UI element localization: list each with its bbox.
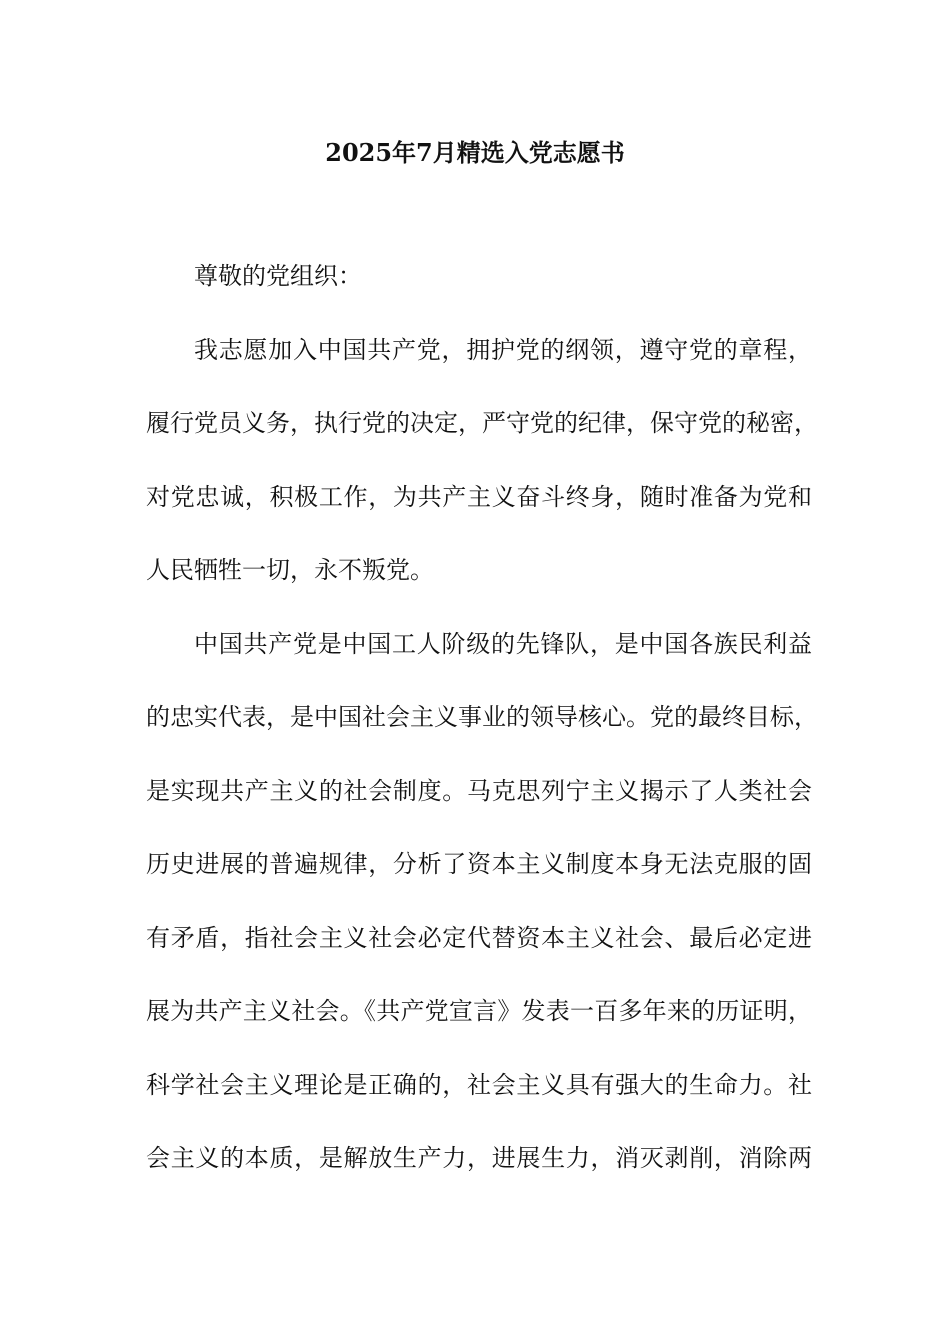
paragraph-line: 的忠实代表，是中国社会主义事业的领导核心。党的最终目标， — [146, 703, 818, 731]
paragraph-line: 历史进展的普遍规律，分析了资本主义制度本身无法克服的固 — [146, 850, 812, 878]
paragraph-line: 展为共产主义社会。《共产党宣言》发表一百多年来的历证明， — [146, 997, 812, 1025]
paragraph-line: 人民牺牲一切，永不叛党。 — [146, 556, 434, 584]
paragraph-line: 履行党员义务，执行党的决定，严守党的纪律，保守党的秘密， — [146, 409, 818, 437]
paragraph-line: 中国共产党是中国工人阶级的先锋队，是中国各族民利益 — [194, 629, 812, 658]
salutation: 尊敬的党组织： — [194, 262, 362, 290]
paragraph-line: 对党忠诚，积极工作，为共产主义奋斗终身，随时准备为党和 — [146, 482, 812, 511]
paragraph-line: 是实现共产主义的社会制度。马克思列宁主义揭示了人类社会 — [146, 776, 812, 805]
paragraph-line: 科学社会主义理论是正确的，社会主义具有强大的生命力。社 — [146, 1070, 812, 1099]
document-title: 2025年7月精选入党志愿书 — [325, 138, 625, 167]
paragraph-line: 会主义的本质，是解放生产力，进展生力，消灭剥削，消除两 — [146, 1144, 812, 1172]
paragraph-line: 我志愿加入中国共产党，拥护党的纲领，遵守党的章程， — [194, 335, 812, 364]
paragraph-line: 有矛盾，指社会主义社会必定代替资本主义社会、最后必定进 — [146, 923, 812, 952]
document-body — [146, 258, 818, 1214]
